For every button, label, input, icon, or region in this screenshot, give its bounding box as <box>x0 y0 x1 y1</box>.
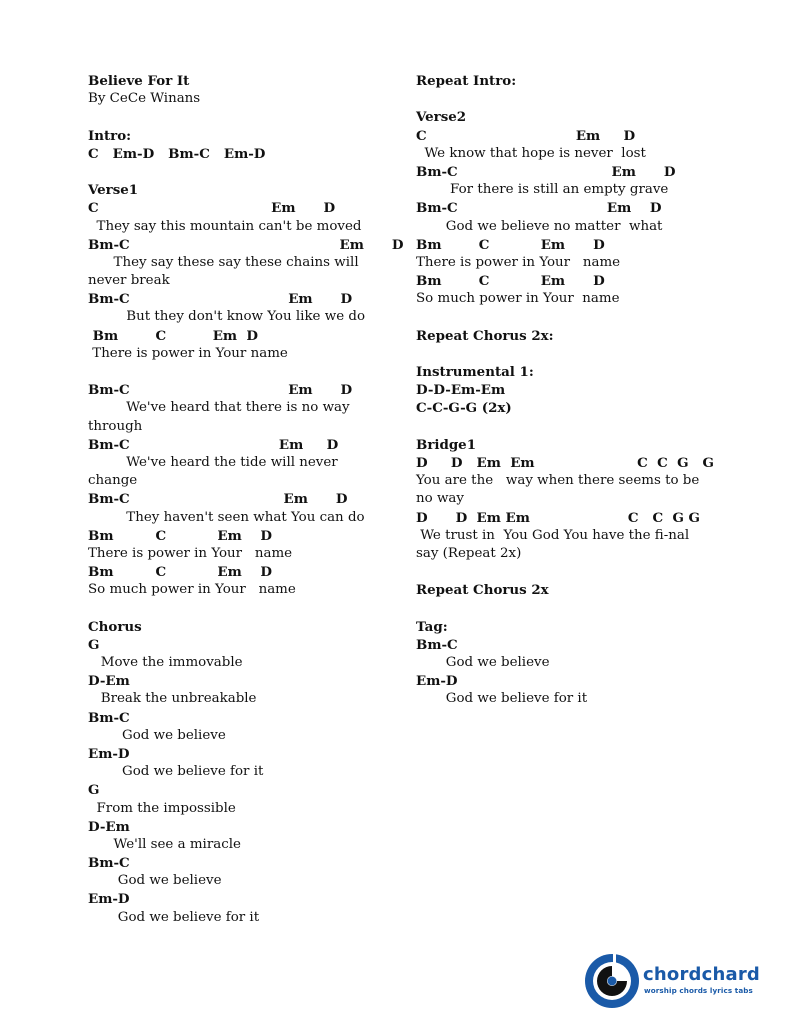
blank-line <box>416 90 716 108</box>
lyric-line: By CeCe Winans <box>88 91 201 107</box>
lyric-line: say (Repeat 2x) <box>416 545 522 561</box>
chord-or-heading-line: Instrumental 1: <box>416 364 534 380</box>
lyric-line: We've heard the tide will never <box>88 454 338 470</box>
chord-or-heading-line: D-D-Em-Em <box>416 382 506 399</box>
right-column <box>416 72 716 709</box>
chord-or-heading-line: Bm C Em D <box>88 327 259 344</box>
lyric-line: Move the immovable <box>88 655 243 670</box>
chord-or-heading-line: Bm-C Em D <box>88 436 339 453</box>
blank-line <box>416 308 716 326</box>
chord-or-heading-line: Repeat Chorus 2x: <box>416 327 554 344</box>
chord-or-heading-line: Believe For It <box>88 73 190 89</box>
lyric-line: There is power in Your name <box>88 545 293 561</box>
chord-or-heading-line: Repeat Chorus 2x <box>416 582 549 599</box>
chord-or-heading-line: C Em D <box>88 200 336 217</box>
lyric-line: You are the way when there seems to be <box>416 473 700 489</box>
lyric-line: For there is still an empty grave <box>416 182 669 198</box>
chord-or-heading-line: G <box>88 636 100 653</box>
chord-or-heading-line: Bm-C Em D <box>88 382 353 399</box>
lyric-line: no way <box>416 491 464 507</box>
chord-or-heading-line: Repeat Intro: <box>416 73 517 89</box>
chord-or-heading-line: Chorus <box>88 618 142 635</box>
lyric-line: God we believe <box>88 727 226 743</box>
lyric-line: God we believe for it <box>88 909 260 925</box>
chord-or-heading-line: Bm-C Em D <box>416 200 662 217</box>
chord-or-heading-line: Bm C Em D <box>88 564 273 581</box>
chord-or-heading-line: C Em-D Bm-C Em-D <box>88 145 266 162</box>
lyric-line: We know that hope is never lost <box>416 145 646 161</box>
chord-or-heading-line: D-Em <box>88 673 130 690</box>
logo-tagline: worship chords lyrics tabs <box>644 986 753 995</box>
lyric-line: We've heard that there is no way <box>88 400 350 416</box>
lyric-line: God we believe no matter what <box>416 218 663 234</box>
lyric-line: never break <box>88 273 170 289</box>
blank-line <box>88 108 388 126</box>
blank-line <box>416 599 716 617</box>
logo-wordmark: chordchard <box>643 964 761 985</box>
chord-or-heading-line: Intro: <box>88 127 132 144</box>
chord-or-heading-line: Verse1 <box>88 182 139 199</box>
chordchard-logo-icon <box>583 952 641 1010</box>
chord-or-heading-line: Bm-C Em D <box>416 163 676 180</box>
lyric-line: change <box>88 473 138 489</box>
lyric-line: They say this mountain can't be moved <box>88 218 362 234</box>
chord-or-heading-line: Em-D <box>88 891 130 908</box>
blank-line <box>416 563 716 581</box>
lyric-line: So much power in Your name <box>88 582 296 598</box>
blank-line <box>416 345 716 363</box>
chordchard-logo[interactable] <box>583 952 768 1014</box>
lyric-line: So much power in Your name <box>416 291 620 307</box>
blank-line <box>88 599 388 617</box>
lyric-line: God we believe <box>416 655 550 670</box>
chord-or-heading-line: Em-D <box>416 673 458 690</box>
lyric-line: From the impossible <box>88 800 236 816</box>
chord-or-heading-line: D-Em <box>88 818 130 835</box>
chord-or-heading-line: Bm-C Em D <box>88 491 348 508</box>
lyric-line: We trust in You God You have the fi-nal <box>416 527 690 543</box>
lyric-line: There is power in Your name <box>416 254 621 270</box>
lyric-line: through <box>88 418 143 434</box>
chord-or-heading-line: C-C-G-G (2x) <box>416 400 512 417</box>
chord-or-heading-line: C Em D <box>416 127 636 144</box>
lyric-line: They haven't seen what You can do <box>88 509 365 525</box>
chord-or-heading-line: Bm-C <box>416 636 458 653</box>
lyric-line: Break the unbreakable <box>88 691 257 707</box>
chord-or-heading-line: Em-D <box>88 745 130 762</box>
chord-or-heading-line: Bm C Em D <box>416 273 605 290</box>
chord-or-heading-line: Verse2 <box>416 109 467 126</box>
lyric-line: But they don't know You like we do <box>88 309 366 325</box>
chord-or-heading-line: D D Em Em C C G G <box>416 454 714 471</box>
lyric-line: God we believe for it <box>416 691 588 707</box>
lyric-line: We'll see a miracle <box>88 836 241 852</box>
lyric-line: God we believe <box>88 873 222 889</box>
left-column <box>88 72 404 927</box>
chord-or-heading-line: D D Em Em C C G G <box>416 509 700 526</box>
blank-line <box>88 363 388 381</box>
chord-or-heading-line: Bm-C <box>88 709 130 726</box>
chord-or-heading-line: Bm-C Em D <box>88 236 404 253</box>
chord-or-heading-line: Bm C Em D <box>88 527 273 544</box>
chord-or-heading-line: Bm-C <box>88 855 130 872</box>
chord-or-heading-line: Bridge1 <box>416 436 477 453</box>
blank-line <box>416 418 716 436</box>
lyric-line: They say these say these chains will <box>88 254 359 270</box>
lyric-line: There is power in Your name <box>88 345 288 361</box>
chord-or-heading-line: Bm-C Em D <box>88 291 353 308</box>
chord-or-heading-line: Bm C Em D <box>416 236 605 253</box>
chord-or-heading-line: Tag: <box>416 618 448 635</box>
lyric-line: God we believe for it <box>88 764 264 780</box>
chord-or-heading-line: G <box>88 782 100 799</box>
blank-line <box>88 163 388 181</box>
